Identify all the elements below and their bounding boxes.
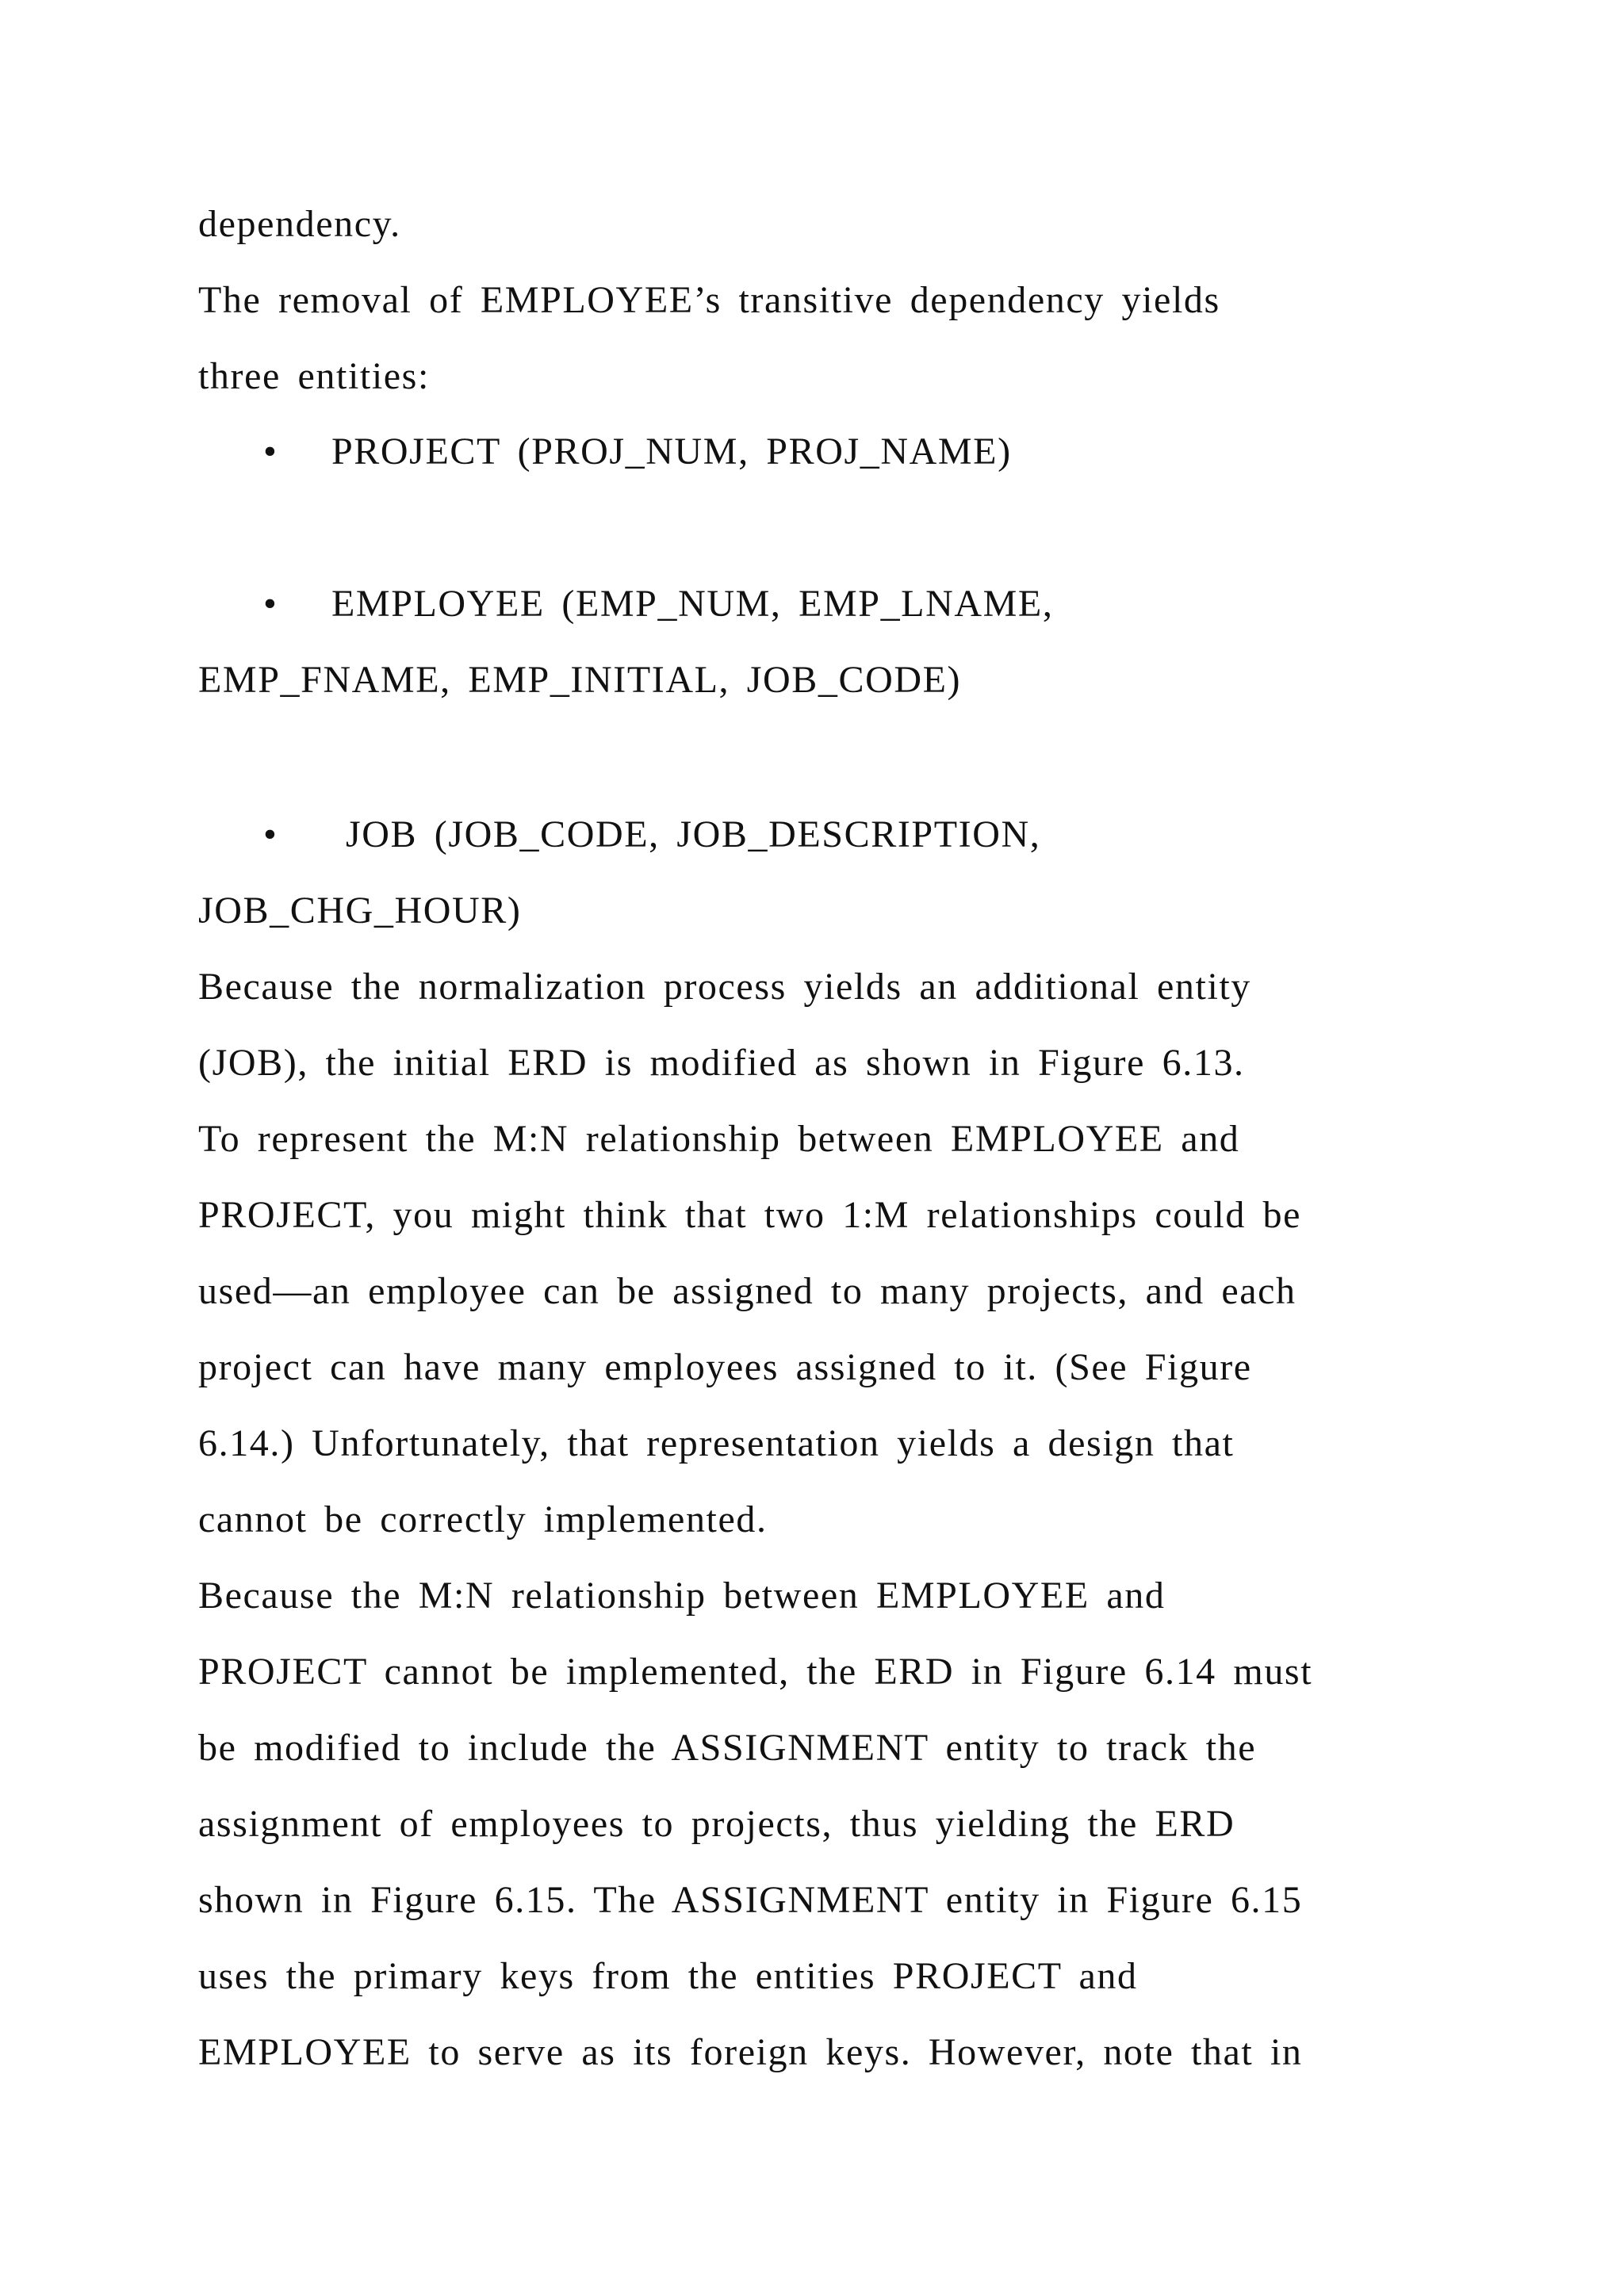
- text-line: three entities:: [198, 355, 430, 397]
- bullet-icon: •: [263, 430, 278, 473]
- text-line: Because the normalization process yields an additional entity: [198, 966, 1251, 1008]
- text-line: project can have many employees assigned to it. (See Figure: [198, 1346, 1252, 1388]
- bullet-text: JOB (JOB_CODE, JOB_DESCRIPTION,: [346, 813, 1041, 855]
- text-line: used—an employee can be assigned to many projects, and each: [198, 1270, 1297, 1312]
- text-line: PROJECT cannot be implemented, the ERD in Figure 6.14 must: [198, 1651, 1313, 1693]
- text-line: dependency.: [198, 203, 401, 245]
- text-line: To represent the M:N relationship between EMPLOYEE and: [198, 1118, 1240, 1160]
- text-line: be modified to include the ASSIGNMENT entity to track the: [198, 1727, 1257, 1769]
- text-line: assignment of employees to projects, thus yielding the ERD: [198, 1803, 1235, 1845]
- text-line: EMPLOYEE to serve as its foreign keys. However, note that in: [198, 2031, 1303, 2073]
- text-line: 6.14.) Unfortunately, that representation yields a design that: [198, 1422, 1235, 1464]
- bullet-icon: •: [263, 583, 278, 625]
- text-line: shown in Figure 6.15. The ASSIGNMENT entity in Figure 6.15: [198, 1879, 1303, 1921]
- text-line: The removal of EMPLOYEE’s transitive dependency yields: [198, 279, 1220, 321]
- bullet-text: EMPLOYEE (EMP_NUM, EMP_LNAME,: [331, 583, 1054, 625]
- text-line: Because the M:N relationship between EMPLOYEE and: [198, 1575, 1166, 1617]
- text-line: JOB_CHG_HOUR): [198, 890, 522, 932]
- text-line: uses the primary keys from the entities PROJECT and: [198, 1955, 1138, 1997]
- text-line: (JOB), the initial ERD is modified as shown in Figure 6.13.: [198, 1042, 1245, 1084]
- text-line: PROJECT, you might think that two 1:M relationships could be: [198, 1194, 1302, 1236]
- text-line: EMP_FNAME, EMP_INITIAL, JOB_CODE): [198, 659, 962, 701]
- bullet-text: PROJECT (PROJ_NUM, PROJ_NAME): [331, 430, 1012, 473]
- text-line: cannot be correctly implemented.: [198, 1498, 768, 1540]
- bullet-icon: •: [263, 813, 278, 855]
